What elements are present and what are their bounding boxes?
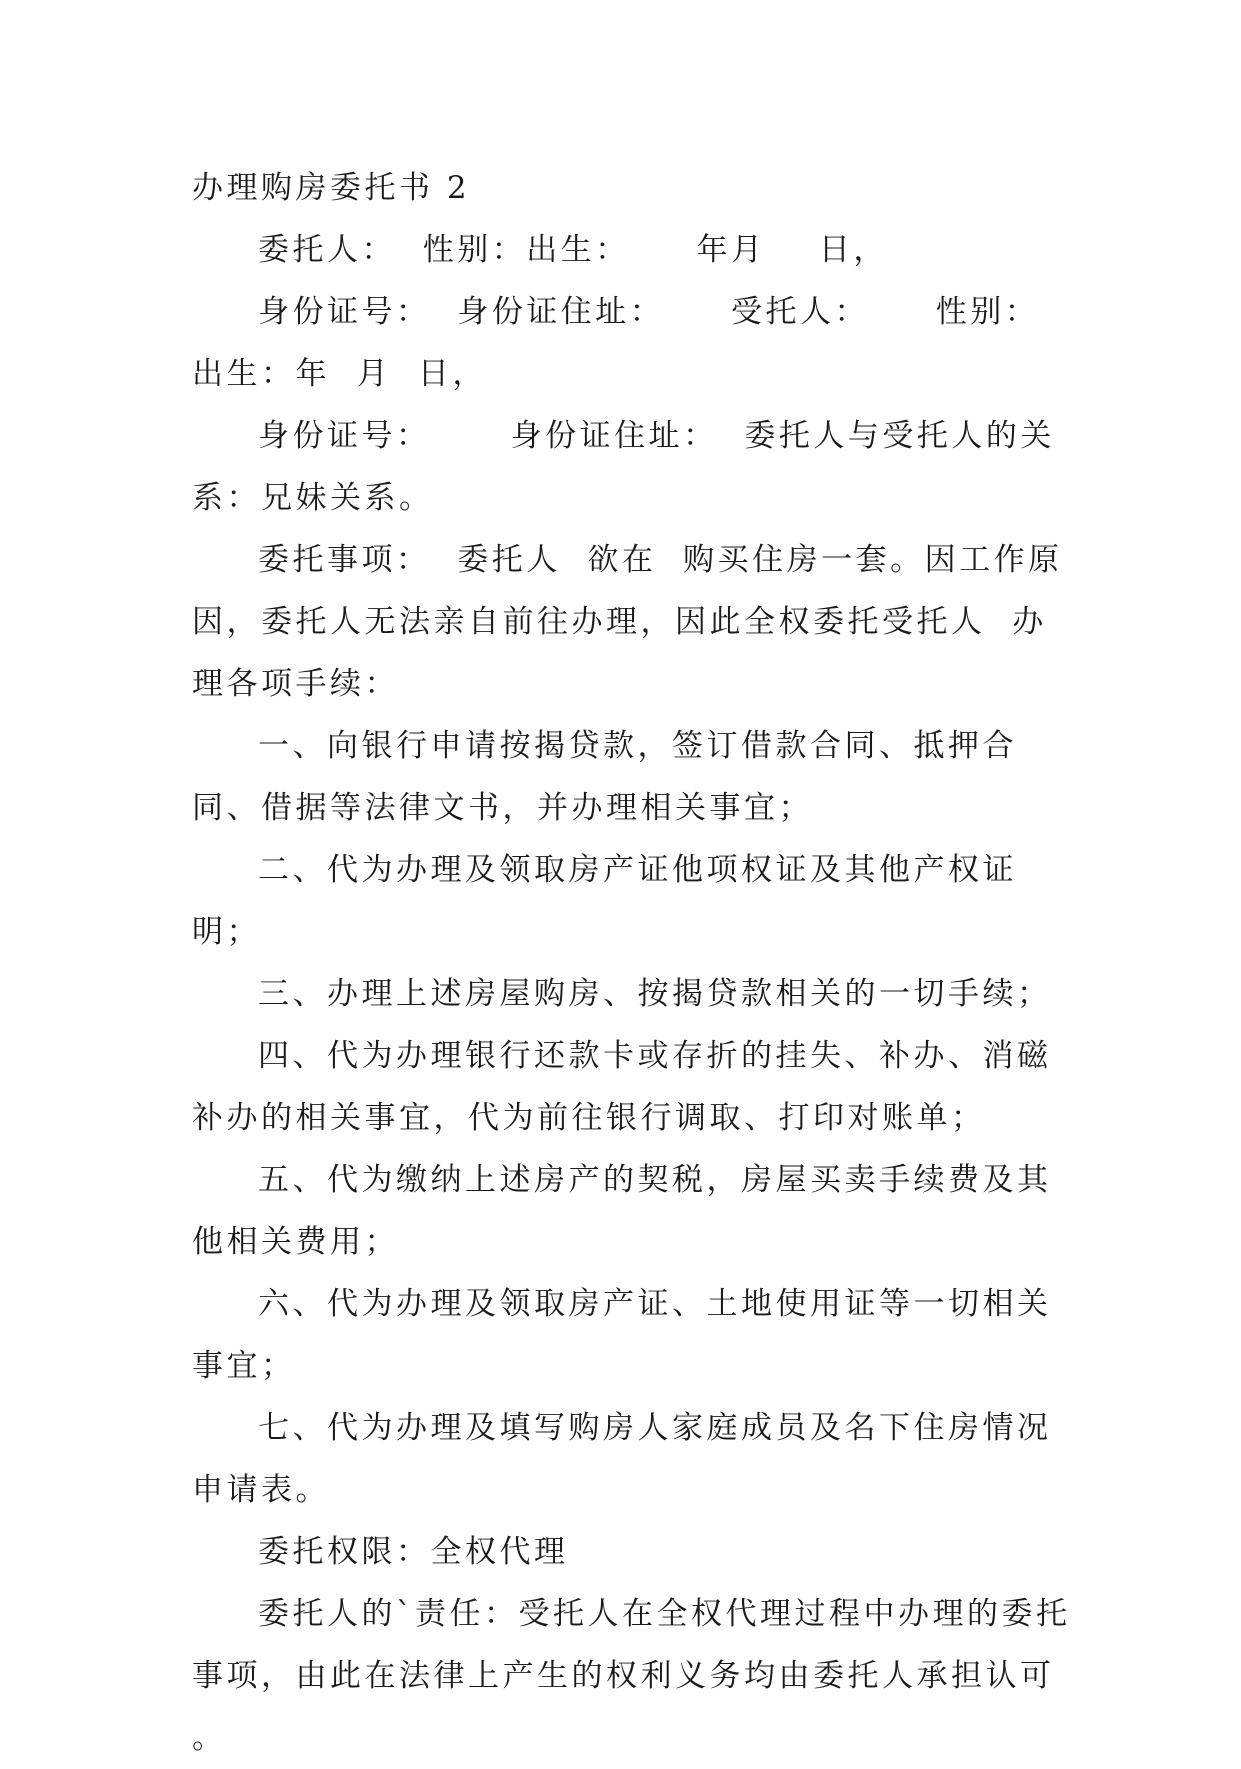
paragraph-relationship: 身份证号： 身份证住址： 委托人与受托人的关系：兄妹关系。 xyxy=(192,418,1055,516)
paragraph-item-3: 三、办理上述房屋购房、按揭贷款相关的一切手续； xyxy=(258,976,1052,1012)
paragraph-item-4: 四、代为办理银行还款卡或存折的挂失、补办、消磁补办的相关事宜，代为前往银行调取、打印对账单； xyxy=(192,1038,1052,1136)
paragraph-entrusted-matters: 委托事项： 委托人 欲在 购买住房一套。因工作原因，委托人无法亲自前往办理，因此全权委托受托人 办理各项手续： xyxy=(192,542,1063,702)
document-body xyxy=(192,157,1082,1769)
paragraph-responsibility: 委托人的`责任：受托人在全权代理过程中办理的委托事项，由此在法律上产生的权利义务均由委托人承担认可 。 xyxy=(192,1596,1082,1756)
document-title: 办理购房委托书 2 xyxy=(192,170,471,206)
paragraph-item-6: 六、代为办理及领取房产证、土地使用证等一切相关事宜； xyxy=(192,1286,1052,1384)
paragraph-item-7: 七、代为办理及填写购房人家庭成员及名下住房情况申请表。 xyxy=(192,1410,1052,1508)
paragraph-authority: 委托权限：全权代理 xyxy=(258,1534,569,1570)
paragraph-item-1: 一、向银行申请按揭贷款，签订借款合同、抵押合同、借据等法律文书，并办理相关事宜； xyxy=(192,728,1017,826)
paragraph-item-5: 五、代为缴纳上述房产的契税，房屋买卖手续费及其他相关费用； xyxy=(192,1162,1052,1260)
paragraph-principal-info: 委托人： 性别：出生： 年月 日， xyxy=(258,232,888,268)
paragraph-agent-info: 身份证号： 身份证住址： 受托人： 性别：出生：年 月 日， xyxy=(192,294,1040,392)
paragraph-item-2: 二、代为办理及领取房产证他项权证及其他产权证明； xyxy=(192,852,1017,950)
